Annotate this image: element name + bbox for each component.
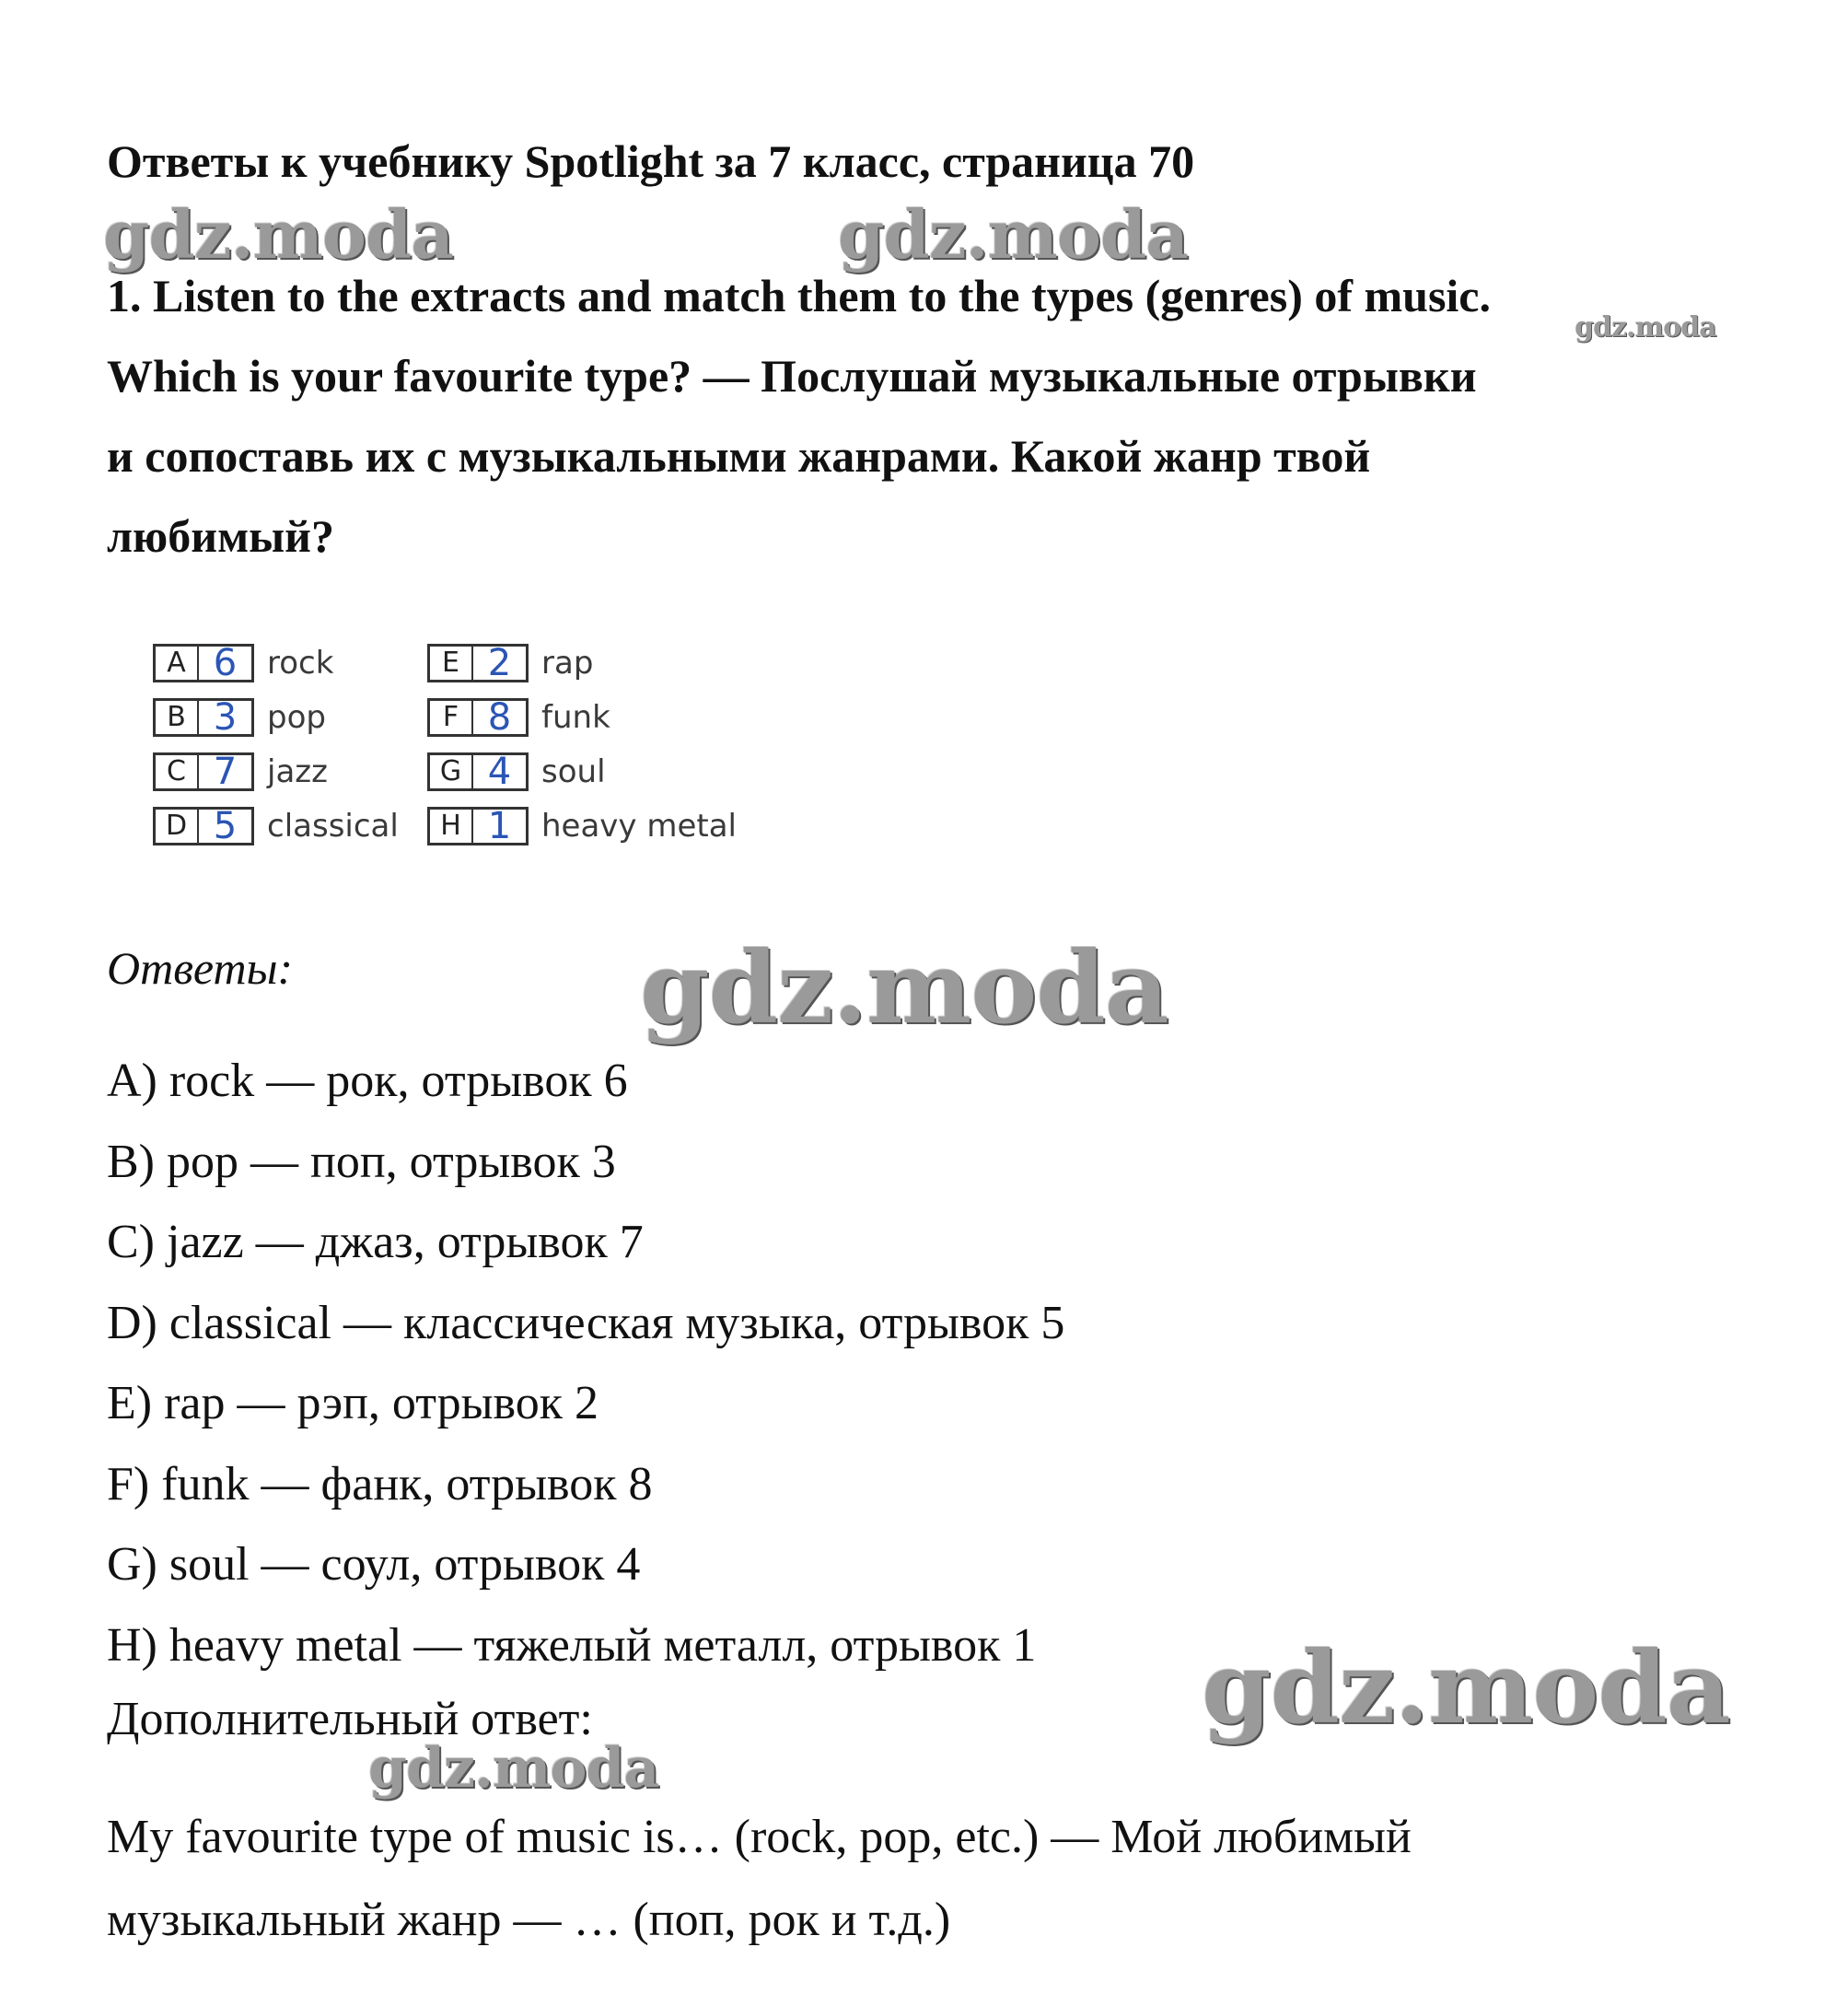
match-genre: rock: [267, 644, 334, 682]
match-row: [153, 799, 399, 853]
answer-line: H) heavy metal — тяжелый металл, отрывок 1: [107, 1618, 1037, 1672]
match-column-right: [427, 636, 737, 853]
extra-answer-label: Дополнительный ответ:: [107, 1693, 593, 1745]
watermark: gdz.moda: [640, 930, 1168, 1046]
task-line-2: Which is your favourite type? — Послушай музыкальные отрывки: [107, 350, 1477, 402]
match-letter: A: [153, 644, 199, 682]
match-genre: heavy metal: [541, 807, 738, 845]
match-column-left: [153, 636, 399, 853]
match-letter: D: [153, 807, 199, 845]
watermark: gdz.moda: [838, 195, 1188, 274]
task-line-3: и сопоставь их с музыкальными жанрами. Какой жанр твой: [107, 430, 1371, 482]
watermark: gdz.moda: [368, 1736, 659, 1801]
extra-answer-line-1: My favourite type of music is… (rock, pop, etc.) — Мой любимый: [107, 1811, 1412, 1863]
extra-answer-line-2: музыкальный жанр — … (поп, рок и т.д.): [107, 1894, 951, 1946]
match-genre: classical: [267, 807, 399, 845]
match-table: [153, 636, 761, 857]
match-number: 4: [473, 752, 529, 791]
answer-line: F) funk — фанк, отрывок 8: [107, 1457, 653, 1510]
watermark: gdz.moda: [1575, 311, 1716, 344]
match-row: [427, 690, 737, 744]
match-row: [427, 636, 737, 690]
match-number: 7: [199, 752, 254, 791]
match-genre: rap: [541, 644, 594, 682]
answers-label: Ответы:: [107, 942, 294, 994]
match-letter: B: [153, 698, 199, 737]
answer-line: B) pop — поп, отрывок 3: [107, 1135, 616, 1188]
match-number: 1: [473, 807, 529, 845]
match-genre: funk: [541, 698, 610, 736]
match-row: [427, 799, 737, 853]
answer-line: A) rock — рок, отрывок 6: [107, 1055, 628, 1107]
match-letter: E: [427, 644, 473, 682]
match-number: 2: [473, 644, 529, 682]
match-row: [153, 636, 399, 690]
match-letter: H: [427, 807, 473, 845]
answer-line: G) soul — соул, отрывок 4: [107, 1538, 641, 1591]
task-line-1: 1. Listen to the extracts and match them to the types (genres) of music.: [107, 270, 1492, 321]
match-number: 8: [473, 698, 529, 737]
task-text: [107, 256, 1746, 577]
match-genre: pop: [267, 698, 326, 736]
answer-line: C) jazz — джаз, отрывок 7: [107, 1216, 644, 1268]
extra-answer: [107, 1796, 1412, 1962]
answer-line: E) rap — рэп, отрывок 2: [107, 1377, 599, 1429]
task-line-4: любимый?: [107, 510, 334, 562]
match-genre: soul: [541, 752, 606, 790]
match-row: [153, 690, 399, 744]
answer-line: D) classical — классическая музыка, отрывок 5: [107, 1296, 1065, 1349]
match-row: [427, 744, 737, 799]
answers-list: [107, 1041, 1064, 1685]
match-letter: G: [427, 752, 473, 791]
match-number: 5: [199, 807, 254, 845]
watermark: gdz.moda: [1202, 1630, 1730, 1746]
page-title: Ответы к учебнику Spotlight за 7 класс, страница 70: [107, 135, 1195, 187]
match-number: 3: [199, 698, 254, 737]
watermark: gdz.moda: [103, 195, 453, 274]
match-genre: jazz: [267, 752, 328, 790]
match-letter: C: [153, 752, 199, 791]
match-letter: F: [427, 698, 473, 737]
match-row: [153, 744, 399, 799]
match-number: 6: [199, 644, 254, 682]
